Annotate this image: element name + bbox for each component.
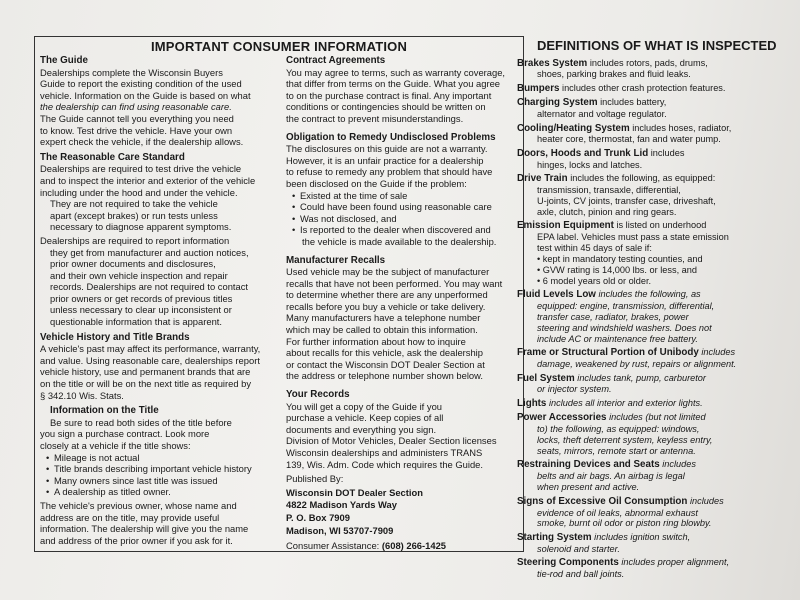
definition-item [517,220,763,286]
definition-term: Emission Equipment [517,220,614,232]
history-body: A vehicle's past may affect its performance, warranty, and value. Using reasonable care, dealerships report vehicle history, use and permanent brands that are on the title or will be on the next title as required by § 342.10 Wis. Stats. [40,343,261,401]
list-item: • Was not disclosed, and [292,213,520,225]
definition-bullet: • kept in mandatory testing counties, and [517,254,763,265]
obligation-list [292,190,520,236]
definition-text: includes the following, as [598,289,701,300]
definition-item [517,173,763,218]
definition-term: Fluid Levels Low [517,289,596,301]
obligation-body: The disclosures on this guide are not a warranty. However, it is an unfair practice for a dealership to refuse to remedy any problem that should have been disclosed on the Guide if the problem: • Existed at the time of sale • Could have been found using reasonable care • Was not disclosed, and • Is reported to the dealer when discovered and the vehicle is made available to the dealership. [286,143,520,247]
definition-text: shoes, parking brakes and fluid leaks. [537,69,691,80]
definition-text: to) the following, as equipped: windows, [537,424,700,435]
guide-body: Dealerships complete the Wisconsin Buyers Guide to report the existing condition of the used vehicle. Information on the Guide is based on what the dealership can find using reasonable care. The Guide cannot tell you everything you need to know. Test drive the vehicle. Have your own expert check the vehicle, if the dealership allows. [40,66,251,148]
guide-heading: The Guide [40,55,88,66]
definition-text: transfer case, radiator, brakes, power [537,312,689,323]
list-item: • Is reported to the dealer when discovered and [292,224,520,236]
definition-text: seats, mirrors, remote start or antenna. [537,446,696,456]
records-body: You will get a copy of the Guide if you purchase a vehicle. Keep copies of all documents and everything you sign. Division of Motor Vehicles, Dealer Section licenses Wisconsin dealerships and administers TRANS 139, Wis. Adm. Code which requires the Guide. Published By: Wisconsin DOT Dealer Section 4822 Madison Yards Way P. O. Box 7909 Madison, WI 53707-7909 Consumer Assistance: (608) 266-1425 [286,401,520,552]
definition-text: hinges, locks and latches. [537,159,643,170]
definition-text: U-joints, CV joints, transfer case, driveshaft, [537,195,716,206]
definition-term: Charging System [517,97,598,109]
definition-term: Doors, Hoods and Trunk Lid [517,147,649,159]
consumer-assistance: Consumer Assistance: (608) 266-1425 [286,540,447,552]
definition-text: includes [689,495,724,506]
definition-item [517,97,763,120]
definition-item [517,83,763,95]
definition-term: Power Accessories [517,412,607,424]
definition-text: axle, clutch, pinion and ring gears. [537,206,677,217]
definition-text: damage, weakened by rust, repairs or alignment. [537,359,737,370]
definition-item [517,289,763,345]
list-item: • Existed at the time of sale [292,190,520,202]
consumer-information-box [34,36,524,552]
history-heading: Vehicle History and Title Brands [40,331,190,343]
definition-item [517,496,763,530]
definition-text: EPA label. Vehicles must pass a state emission [537,232,729,243]
definition-item [517,398,763,410]
definition-text: equipped: engine, transmission, differential, [537,301,715,312]
definition-bullet: • GVW rating is 14,000 lbs. or less, and [517,265,763,276]
recalls-body: Used vehicle may be the subject of manufacturer recalls that have not been performed. You may want to determine whether there are any unperformed recalls before you buy a vehicle or take delivery. Many manufacturers have a telephone number which may be called to obtain this information. For further information about how to inquire about recalls for this vehicle, ask the dealership or contact the Wisconsin DOT Dealer Section at the address or telephone number shown below. [286,266,503,382]
list-item: • Could have been found using reasonable care [292,201,520,213]
contract-body: You may agree to terms, such as warranty coverage, that differ from terms on the Guide. What you agree to on the purchase contract is final. Any important conditions or contingencies should be written on the contract to prevent misunderstandings. [286,66,506,124]
definition-term: Fuel System [517,372,575,384]
definition-text: includes tank, pump, carburetor [577,372,706,383]
definition-text: tie-rod and ball joints. [537,569,625,580]
reasonable-care-body: Dealerships are required to test drive the vehicle and to inspect the interior and exterior of the vehicle including under the hood and under the vehicle. They are not required to take the vehicle apart (except brakes) or run tests unless necessary to diagnose apparent symptoms. Dealerships are required to report information they get from manufacturer and auction notices, prior owner documents and disclosures, and their own vehicle inspection and repair records. Dealerships are not required to contact prior owners or get records of previous titles unless necessary to clear up inconsistent or questionable information that is apparent. [40,163,256,328]
definition-text: includes all interior and exterior lights. [548,397,703,408]
definition-item [517,459,763,493]
contract-heading: Contract Agreements [286,55,386,66]
definition-item [517,347,763,370]
definition-text: belts and air bags. An airbag is legal [537,471,685,482]
publisher-address: Wisconsin DOT Dealer Section 4822 Madison Yards Way P. O. Box 7909 Madison, WI 53707-7909 [286,486,423,536]
definition-text: includes ignition switch, [594,531,691,542]
definition-item [517,58,763,81]
definition-text: includes (but not limited [609,412,706,423]
definition-term: Frame or Structural Portion of Unibody [517,347,699,359]
obligation-heading: Obligation to Remedy Undisclosed Problems [286,131,496,143]
definitions-list [517,55,763,580]
definition-text: includes [662,459,696,470]
list-item: • A dealership as titled owner. [46,486,278,498]
assistance-phone: (608) 266-1425 [381,540,447,552]
definition-term: Bumpers [517,82,560,94]
definition-text: include AC or maintenance free battery. [537,333,698,344]
definition-term: Brakes System [517,57,588,69]
definition-text: test within 45 days of sale if: [537,243,652,254]
definition-term: Drive Train [517,173,568,185]
definition-text: smoke, burnt oil odor or piston ring blowby. [537,518,712,529]
middle-column [286,55,520,552]
definition-text: includes other crash protection features. [562,82,726,93]
definition-term: Cooling/Heating System [517,122,630,134]
definition-text: includes [650,147,685,158]
reasonable-care-heading: The Reasonable Care Standard [40,151,185,163]
definition-text: locks, theft deterrent system, keyless entry, [537,435,713,446]
definition-term: Steering Components [517,557,619,569]
definition-item [517,557,763,580]
definition-text: steering and windshield washers. Does not [537,322,712,333]
definition-text: includes [701,347,736,358]
definition-text: solenoid and starter. [537,543,620,554]
definition-text: includes proper alignment, [621,557,730,568]
definition-text: includes the following, as equipped: [570,173,716,184]
definition-text: includes hoses, radiator, [632,122,732,133]
definition-text: alternator and voltage regulator. [537,109,667,120]
definition-term: Starting System [517,531,592,543]
list-item: • Many owners since last title was issued [46,475,278,487]
definition-text: heater core, thermostat, fan and water pump. [537,134,721,145]
definition-item [517,412,763,457]
published-by-label: Published By: [286,473,344,485]
definition-item [517,373,763,396]
definition-text: includes battery, [600,97,667,108]
list-item: • Title brands describing important vehicle history [46,463,278,475]
definitions-title: DEFINITIONS OF WHAT IS INSPECTED [537,38,777,53]
title-info-heading: Information on the Title [50,405,159,417]
definition-text: includes rotors, pads, drums, [589,57,708,68]
definition-item [517,123,763,146]
definition-term: Signs of Excessive Oil Consumption [517,495,688,507]
records-heading: Your Records [286,389,350,401]
definition-text: or injector system. [537,384,612,395]
definition-term: Restraining Devices and Seats [517,459,660,471]
left-column [40,55,278,546]
title-warning-list [46,452,278,498]
definition-item [517,532,763,555]
box-title: IMPORTANT CONSUMER INFORMATION [150,39,408,54]
definition-text: evidence of oil leaks, abnormal exhaust [537,507,698,518]
definition-item [517,148,763,171]
definition-text: when present and active. [537,482,640,493]
definition-text: transmission, transaxle, differential, [537,185,681,196]
definition-bullet: • 6 model years old or older. [517,276,763,287]
list-item: • Mileage is not actual [46,452,278,464]
recalls-heading: Manufacturer Recalls [286,254,386,266]
definition-text: is listed on underhood [616,220,707,231]
title-info-body: Be sure to read both sides of the title before you sign a purchase contract. Look more closely at a vehicle if the title shows: • Mileage is not actual • Title brands describing important vehicle history • Many owners since last title was issued • A dealership as titled owner. The vehicle's previous owner, whose name and address are on the title, may provide useful information. The dealership will give you the name and address of the prior owner if you ask for it. [40,417,278,547]
definition-term: Lights [517,397,547,409]
